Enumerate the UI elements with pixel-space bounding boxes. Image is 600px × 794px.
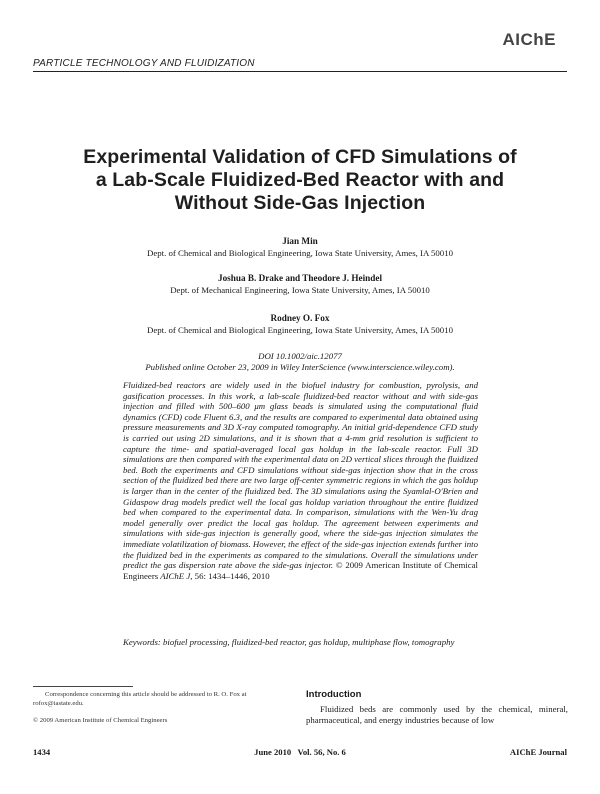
publication-note: Published online October 23, 2009 in Wiley InterScience (www.interscience.wiley.com). — [145, 362, 455, 372]
author-affiliation: Dept. of Chemical and Biological Engineering, Iowa State University, Ames, IA 50010 — [146, 248, 454, 258]
introduction-text: Fluidized beds are commonly used by the chemical, mineral, pharmaceutical, and energy industries because of low — [306, 704, 568, 725]
author-name: Joshua B. Drake and Theodore J. Heindel — [217, 273, 383, 283]
section-label: PARTICLE TECHNOLOGY AND FLUIDIZATION — [33, 58, 255, 69]
footnote-rule — [33, 686, 133, 687]
issue-info: June 2010 Vol. 56, No. 6 — [254, 747, 346, 757]
title-line: a Lab-Scale Fluidized-Bed Reactor with and — [95, 169, 505, 191]
journal-name: AIChE Journal — [509, 747, 567, 757]
title-line: Experimental Validation of CFD Simulations of — [83, 146, 517, 168]
correspondence-note: Correspondence concerning this article should be addressed to R. O. Fox at rofox@iastate.edu. — [33, 691, 247, 707]
doi[interactable]: DOI 10.1002/aic.12077 — [258, 351, 342, 361]
introduction-heading: Introduction — [306, 689, 362, 700]
citation-journal: AIChE J — [160, 570, 191, 581]
author-name: Rodney O. Fox — [270, 313, 330, 323]
page-number: 1434 — [33, 747, 51, 757]
title-line: Without Side-Gas Injection — [174, 192, 426, 214]
header-rule — [33, 71, 567, 72]
abstract-text: Fluidized-bed reactors are widely used in the biofuel industry for combustion, pyrolysis, and gasification processes. In this work, a lab-scale fluidized-bed reactor without and with side-gas injection and filled with 500–600 μm glass beads is simulated using the computational fluid dynamics (CFD) code Fluent 6.3, and the results are compared to experimental data obtained using pressure measurements and 3D X-ray computed tomography. An initial grid-dependence CFD study is carried out using 2D simulations, and it is shown that a 4-mm grid resolution is sufficient to capture the time- and spatial-averaged local gas holdup in the lab-scale reactor. Full 3D simulations are then compared with the experimental data on 2D vertical slices through the fluidized bed. Both the experiments and CFD simulations without side-gas injection show that in the cross section of the fluidized bed there are two large off-center symmetric regions in which the gas holdup is larger than in the center of the fluidized bed. The 3D simulations using the Syamlal-O'Brien and Gidaspow drag models predict well the local gas holdup variation throughout the entire fluidized bed when compared to the experimental data. In comparison, simulations with the Wen-Yu drag model generally over predict the local gas holdup. The agreement between experiments and simulations with side-gas injection is generally good, where the side-gas injection simulates the immediate volatilization of biomass. However, the effect of the side-gas injection extends further into the fluidized bed in the experiments as compared to the simulations. Overall the simulations under predict the gas dispersion rate above the side-gas injector. — [123, 380, 478, 571]
article-title — [60, 146, 540, 215]
footnote-copyright: © 2009 American Institute of Chemical Engineers — [33, 717, 168, 724]
journal-logo: AIChE — [502, 30, 556, 49]
author-affiliation: Dept. of Mechanical Engineering, Iowa State University, Ames, IA 50010 — [170, 285, 430, 295]
abstract-copyright: © 2009 American Institute of Chemical Engineers — [123, 560, 479, 581]
author-name: Jian Min — [282, 236, 318, 246]
author-affiliation: Dept. of Chemical and Biological Engineering, Iowa State University, Ames, IA 50010 — [146, 325, 454, 335]
keywords: Keywords: biofuel processing, fluidized-bed reactor, gas holdup, multiphase flow, tomography — [123, 637, 455, 647]
citation-details: , 56: 1434–1446, 2010 — [190, 570, 270, 581]
abstract — [123, 380, 478, 581]
